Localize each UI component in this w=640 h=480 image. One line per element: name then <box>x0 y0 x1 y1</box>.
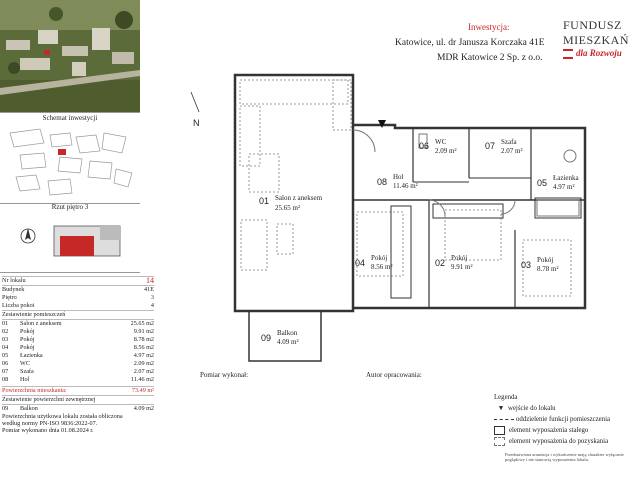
room-row: 06 WC 2.09 m2 <box>2 360 154 367</box>
svg-text:05: 05 <box>537 178 548 188</box>
svg-text:06: 06 <box>419 141 430 151</box>
room-label-02 <box>435 254 473 271</box>
unit-number-label: Nr lokalu <box>2 277 26 284</box>
svg-text:Balkon: Balkon <box>277 329 298 337</box>
investment-company: MDR Katowice 2 Sp. z o.o. <box>437 53 543 63</box>
room-label-04 <box>355 254 393 271</box>
schema-map <box>0 123 140 203</box>
floor-label: Piętro <box>2 294 17 301</box>
svg-text:Szafa: Szafa <box>501 138 517 146</box>
room-row: 02 Pokój 9.91 m2 <box>2 328 154 335</box>
svg-text:8.56 m²: 8.56 m² <box>371 263 393 271</box>
svg-text:2.09 m²: 2.09 m² <box>435 147 457 155</box>
room-label-09 <box>261 329 299 346</box>
investment-label: Inwestycja: <box>468 22 510 32</box>
aerial-photo <box>0 0 140 112</box>
room-label-08 <box>377 173 418 190</box>
floor-key-plan <box>0 202 140 273</box>
svg-text:Pokój: Pokój <box>451 254 468 262</box>
svg-text:07: 07 <box>485 141 496 151</box>
entrance-icon: ▼ <box>497 405 505 412</box>
legend-separation: oddzielenie funkcji pomieszczenia <box>494 414 640 425</box>
svg-text:11.46 m²: 11.46 m² <box>393 182 418 190</box>
logo-line-1: FUNDUSZ <box>563 18 622 32</box>
floor-title: Rzut piętro 3 <box>51 203 89 211</box>
legend-optional: element wyposażenia do pozyskania <box>494 436 640 447</box>
optional-element-icon <box>494 437 505 446</box>
external-row: 09 Balkon 4.09 m2 <box>2 405 154 412</box>
room-row: 07 Szafa 2.07 m2 <box>2 368 154 375</box>
north-arrow-icon <box>191 92 200 128</box>
unit-number-value: 14 <box>146 276 154 285</box>
logo-line-2: MIESZKAŃ <box>563 33 629 47</box>
room-label-05 <box>537 174 580 191</box>
room-row: 01 Salon z aneksem 25.65 m2 <box>2 320 154 327</box>
room-row: 05 Łazienka 4.97 m2 <box>2 352 154 359</box>
legend-title: Legenda <box>494 394 518 401</box>
svg-text:25.65 m²: 25.65 m² <box>275 204 301 212</box>
svg-text:Salon z aneksem: Salon z aneksem <box>275 194 323 202</box>
svg-text:Hol: Hol <box>393 173 404 181</box>
svg-text:08: 08 <box>377 177 388 187</box>
svg-text:4.97 m²: 4.97 m² <box>553 183 575 191</box>
rooms-header: Zestawienie pomieszczeń <box>2 311 66 318</box>
note-line-3: Pomiar wykonano dnia 01.08.2024 r. <box>2 427 94 434</box>
logo-line-3: dla Rozwoju <box>563 48 637 59</box>
svg-text:04: 04 <box>355 258 366 268</box>
floor-plan <box>185 70 640 370</box>
unit-info-table <box>2 276 154 434</box>
rooms-count-value: 4 <box>150 302 154 309</box>
svg-text:Łazienka: Łazienka <box>553 174 579 182</box>
rooms-count-label: Liczba pokoi <box>2 302 35 309</box>
svg-text:N: N <box>193 118 200 128</box>
legend <box>494 392 640 447</box>
room-row: 08 Hol 11.46 m2 <box>2 376 154 383</box>
svg-text:4.09 m²: 4.09 m² <box>277 338 299 346</box>
room-label-07 <box>485 138 523 155</box>
building-label: Budynek <box>2 286 25 293</box>
floor-key-map <box>0 212 140 272</box>
building-value: 41E <box>144 286 154 293</box>
rooms-list <box>2 319 154 384</box>
room-label-01 <box>259 194 323 212</box>
room-row: 04 Pokój 8.56 m2 <box>2 344 154 351</box>
svg-text:9.91 m²: 9.91 m² <box>451 263 473 271</box>
fixed-element-icon <box>494 426 505 435</box>
svg-text:09: 09 <box>261 333 272 343</box>
room-row: 03 Pokój 8.78 m2 <box>2 336 154 343</box>
room-label-06 <box>419 138 457 155</box>
dashed-line-icon <box>494 419 514 420</box>
disclaimer: Przedstawiona aranżacja i wykończenie mają charakter wyłącznie poglądowy i nie stanowią wyposażenia lokalu. <box>505 452 624 462</box>
svg-text:Pokój: Pokój <box>371 254 388 262</box>
investment-schema <box>0 112 140 204</box>
svg-text:2.07 m²: 2.07 m² <box>501 147 523 155</box>
logo-mark-icon <box>563 49 573 59</box>
measured-by-label: Pomiar wykonał: <box>200 371 249 379</box>
investment-address: Katowice, ul. dr Janusza Korczaka 41E <box>395 38 545 48</box>
floor-value: 3 <box>150 294 154 301</box>
svg-text:02: 02 <box>435 258 446 268</box>
total-area-value: 73.49 m² <box>131 387 154 394</box>
external-header: Zestawienie powierzchni zewnętrznej <box>2 396 96 403</box>
room-label-03 <box>521 256 559 273</box>
svg-text:WC: WC <box>435 138 447 146</box>
svg-text:8.78 m²: 8.78 m² <box>537 265 559 273</box>
wall-outline <box>235 75 353 311</box>
note-line-1: Powierzchnia użytkowa lokalu została obliczona <box>2 413 123 420</box>
total-area-label: Powierzchnia mieszkania: <box>2 387 67 394</box>
note-line-2: według normy PN-ISO 9836:2022-07. <box>2 420 98 427</box>
svg-text:03: 03 <box>521 260 532 270</box>
schema-title: Schemat inwestycji <box>42 114 98 122</box>
svg-text:Pokój: Pokój <box>537 256 554 264</box>
author-label: Autor opracowania: <box>366 371 422 379</box>
svg-text:01: 01 <box>259 196 270 206</box>
legend-entrance: ▼ wejście do lokalu <box>494 403 640 414</box>
fundusz-logo <box>563 18 637 70</box>
legend-fixed: element wyposażenia stałego <box>494 425 640 436</box>
